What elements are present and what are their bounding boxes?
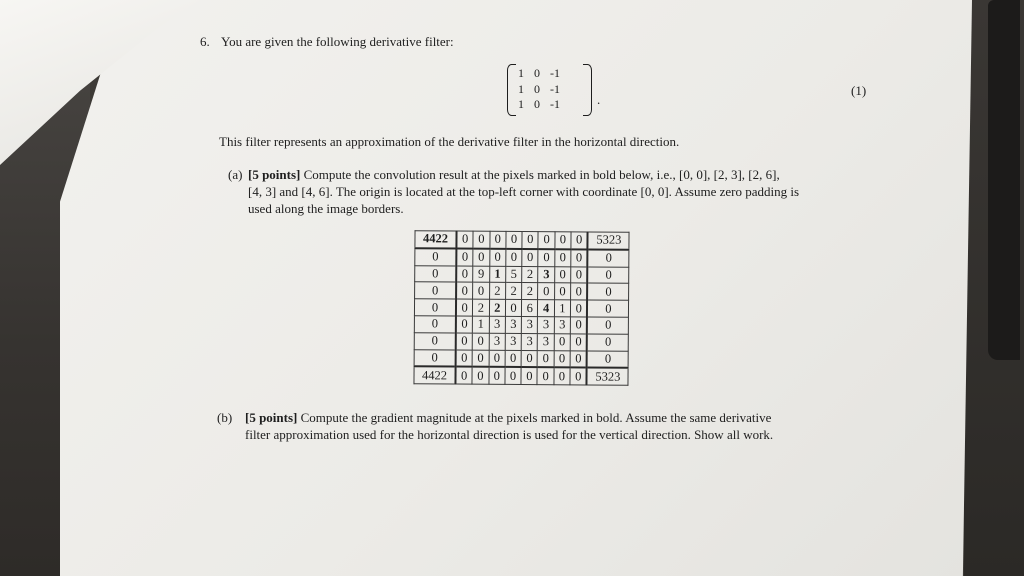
grid-cell: 0: [521, 367, 537, 384]
grid-cell: 0: [505, 300, 521, 317]
grid-cell: 0: [489, 350, 505, 367]
image-pixel-grid: [413, 230, 629, 386]
grid-cell: 4: [538, 300, 554, 317]
part-a-line-2: [4, 3] and [4, 6]. The origin is located at the top-left corner with coordinate [0, 0]. Assume zero padding is: [248, 184, 800, 199]
equation-number: (1): [851, 83, 867, 98]
grid-cell: 2: [505, 283, 521, 300]
grid-cell: 0: [538, 350, 554, 367]
grid-cell: 0: [415, 265, 457, 282]
grid-cell: 0: [490, 231, 506, 248]
grid-cell: 0: [414, 316, 456, 333]
grid-cell: 0: [506, 231, 522, 248]
grid-cell: 3: [489, 316, 505, 333]
matrix-period: .: [597, 92, 601, 107]
grid-row: [414, 349, 628, 368]
right-parenthesis: [583, 64, 592, 116]
grid-cell: 0: [571, 283, 588, 300]
grid-cell: 0: [588, 267, 630, 284]
matrix-cell: -1: [550, 81, 560, 96]
grid-cell: 0: [415, 282, 457, 299]
matrix-cell: -1: [550, 97, 560, 111]
part-a-points: [5 points]: [248, 167, 301, 182]
grid-cell: 0: [472, 367, 488, 384]
grid-cell: 0: [506, 249, 522, 266]
part-b-points: [5 points]: [245, 410, 298, 425]
part-b-line-2: filter approximation used for the horizontal direction is used for the vertical direction. Show all work.: [245, 427, 774, 442]
grid-cell: 3: [521, 333, 537, 350]
grid-cell: 0: [571, 300, 588, 317]
grid-row: [415, 282, 629, 300]
grid-cell: 0: [570, 368, 587, 385]
grid-cell: 0: [521, 350, 537, 367]
grid-cell: 0: [414, 299, 456, 316]
grid-cell: 0: [472, 350, 488, 367]
grid-cell: 0: [455, 367, 472, 384]
grid-cell: 9: [473, 266, 489, 283]
grid-row: [415, 248, 629, 267]
grid-cell: 5323: [587, 368, 629, 386]
grid-cell: 0: [570, 317, 587, 334]
grid-cell: 0: [571, 249, 588, 266]
matrix-cell: 1: [518, 66, 524, 80]
grid-cell: 0: [505, 367, 521, 384]
grid-cell: 1: [489, 266, 505, 283]
grid-cell: 0: [505, 350, 521, 367]
grid-cell: 0: [538, 232, 554, 249]
grid-cell: 1: [473, 316, 489, 333]
grid-cell: 0: [489, 249, 505, 266]
grid-cell: 0: [571, 232, 588, 249]
grid-cell: 0: [456, 266, 473, 283]
grid-row: [415, 265, 629, 283]
grid-cell: 0: [588, 249, 630, 267]
grid-cell: 0: [473, 248, 489, 265]
part-b-label: (b): [217, 410, 233, 425]
grid-row: [414, 316, 628, 334]
grid-cell: 1: [554, 300, 570, 317]
filter-matrix-table: [513, 66, 565, 113]
grid-cell: 0: [522, 249, 538, 266]
grid-cell: 0: [456, 299, 473, 316]
grid-cell: 3: [538, 317, 554, 334]
grid-cell: 0: [554, 266, 570, 283]
grid-cell: 0: [570, 350, 587, 367]
grid-cell: 0: [415, 248, 457, 266]
part-b-line-1: [245, 409, 771, 426]
part-a-line-1-text: Compute the convolution result at the pixels marked in bold below, i.e., [0, 0], [2, 3], [2, 6],: [300, 167, 780, 182]
grid-cell: 5: [506, 266, 522, 283]
grid-cell: 0: [473, 283, 489, 300]
grid-row: [415, 231, 629, 250]
grid-cell: 2: [522, 283, 538, 300]
grid-cell: 0: [571, 266, 588, 283]
grid-cell: 0: [414, 333, 456, 350]
grid-row: [414, 333, 628, 351]
grid-cell: 3: [538, 266, 554, 283]
matrix-cell: 1: [518, 81, 524, 96]
matrix-cell: 0: [534, 66, 540, 80]
grid-cell: 0: [587, 334, 629, 351]
grid-cell: 3: [538, 333, 554, 350]
question-number: 6.: [200, 34, 210, 49]
grid-cell: 0: [522, 232, 538, 249]
part-a-label: (a): [228, 167, 243, 182]
grid-cell: 6: [522, 300, 538, 317]
grid-cell: 3: [505, 333, 521, 350]
grid-cell: 3: [505, 316, 521, 333]
matrix-cell: 1: [518, 97, 524, 111]
grid-cell: 3: [489, 333, 505, 350]
grid-cell: 3: [554, 317, 570, 334]
grid-cell: 0: [555, 232, 571, 249]
grid-row: [414, 299, 628, 317]
grid-cell: 2: [489, 299, 505, 316]
grid-row: [414, 367, 628, 386]
grid-cell: 0: [587, 351, 629, 369]
grid-cell: 2: [473, 299, 489, 316]
grid-cell: 0: [587, 317, 629, 334]
grid-cell: 5323: [588, 232, 630, 250]
grid-cell: 0: [456, 231, 473, 248]
grid-cell: 4422: [414, 367, 456, 385]
grid-cell: 0: [489, 367, 505, 384]
grid-cell: 0: [456, 316, 473, 333]
grid-cell: 2: [489, 283, 505, 300]
matrix-cell: 0: [534, 97, 540, 111]
grid-cell: 0: [555, 249, 571, 266]
grid-cell: 0: [538, 283, 554, 300]
desk-background-right: [964, 0, 1024, 576]
grid-cell: 0: [538, 249, 554, 266]
matrix-cell: -1: [550, 66, 560, 80]
filter-description: This filter represents an approximation of the derivative filter in the horizontal direction.: [219, 134, 680, 149]
grid-cell: 0: [554, 283, 570, 300]
grid-cell: 0: [587, 300, 629, 317]
grid-cell: 2: [522, 266, 538, 283]
grid-cell: 0: [473, 231, 489, 248]
grid-cell: 0: [456, 333, 473, 350]
grid-cell: 0: [554, 368, 570, 385]
grid-cell: 0: [456, 248, 473, 265]
grid-cell: 0: [456, 350, 473, 367]
grid-cell: 0: [570, 334, 587, 351]
grid-cell: 3: [522, 316, 538, 333]
grid-cell: 0: [554, 350, 570, 367]
grid-cell: 0: [537, 367, 553, 384]
grid-cell: 0: [554, 334, 570, 351]
part-a-line-3: used along the image borders.: [248, 201, 404, 216]
filter-matrix: [507, 64, 601, 116]
matrix-cell: 0: [534, 81, 540, 96]
laptop-edge: [988, 0, 1020, 360]
grid-cell: 4422: [415, 231, 457, 249]
part-a-line-1: [248, 166, 780, 183]
question-intro: You are given the following derivative filter:: [221, 34, 454, 49]
grid-cell: 0: [473, 333, 489, 350]
grid-cell: 0: [587, 283, 629, 300]
grid-cell: 0: [456, 282, 473, 299]
part-b-line-1-text: Compute the gradient magnitude at the pixels marked in bold. Assume the same derivative: [297, 410, 772, 425]
grid-cell: 0: [414, 349, 456, 367]
